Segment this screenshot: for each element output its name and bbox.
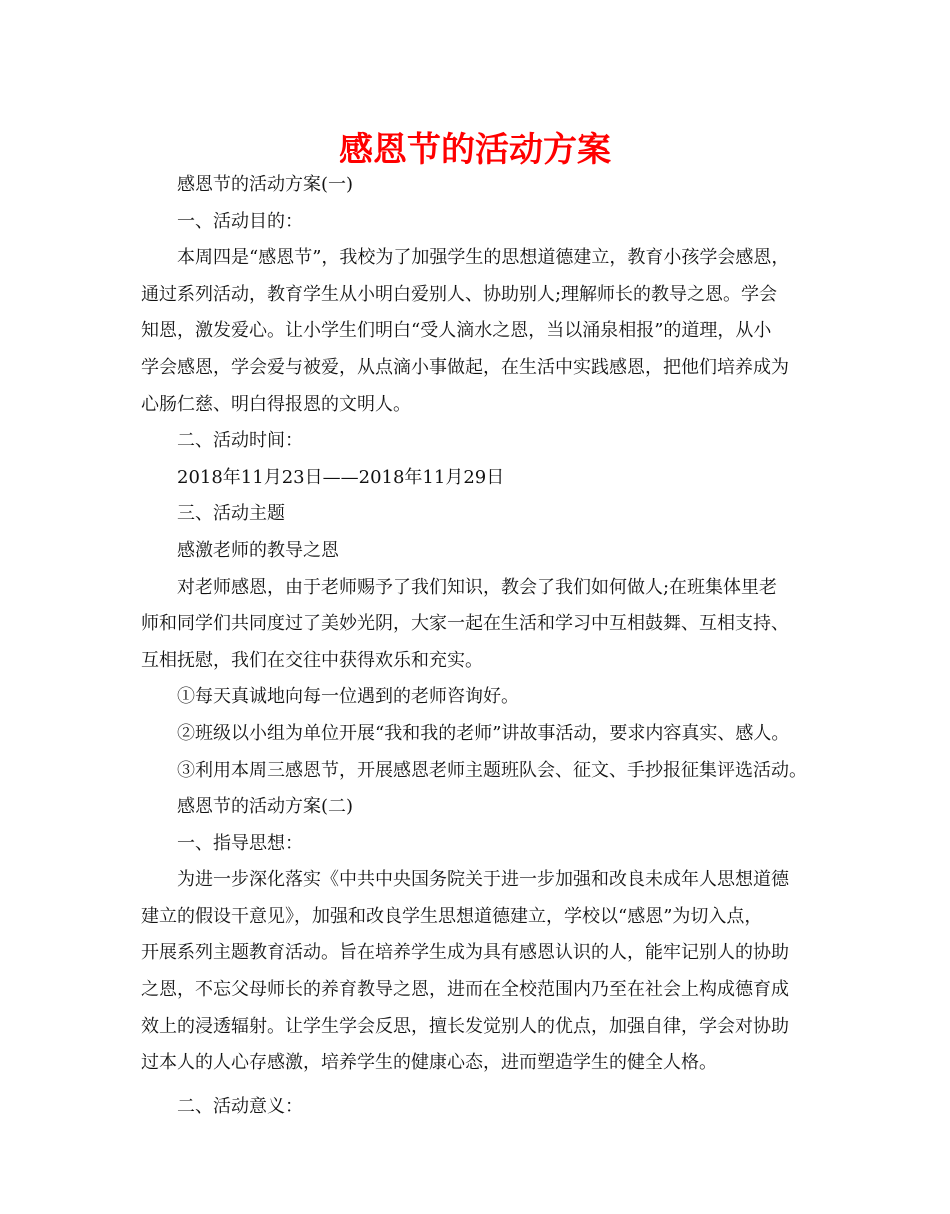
paragraph-line: 本周四是“感恩节”，我校为了加强学生的思想道德建立，教育小孩学会感恩， <box>177 247 790 269</box>
paragraph-line: 建立的假设干意见》，加强和改良学生思想道德建立，学校以“感恩”为切入点， <box>141 905 763 927</box>
paragraph-line: 学会感恩，学会爱与被爱，从点滴小事做起，在生活中实践感恩，把他们培养成为 <box>141 356 789 378</box>
document-title: 感恩节的活动方案 <box>339 130 611 170</box>
paragraph-line: 过本人的人心存感激，培养学生的健康心态，进而塑造学生的健全人格。 <box>141 1052 717 1074</box>
document-body <box>141 167 821 1125</box>
paragraph-line: 一、指导思想： <box>177 832 303 854</box>
paragraph-line: 2018年11月23日——2018年11月29日 <box>177 466 505 488</box>
paragraph-line: 三、活动主题 <box>177 503 285 525</box>
paragraph-line: 知恩，激发爱心。让小学生们明白“受人滴水之恩，当以涌泉相报”的道理，从小 <box>141 320 772 342</box>
paragraph-line: 一、活动目的： <box>177 210 303 232</box>
paragraph-line: 感恩节的活动方案(二) <box>177 796 354 818</box>
paragraph-line: 为进一步深化落实《中共中央国务院关于进一步加强和改良未成年人思想道德 <box>177 869 789 891</box>
paragraph-line: ③利用本周三感恩节，开展感恩老师主题班队会、征文、手抄报征集评选活动。 <box>177 759 807 781</box>
paragraph-line: 对老师感恩，由于老师赐予了我们知识，教会了我们如何做人;在班集体里老 <box>177 576 778 598</box>
paragraph-line: 开展系列主题教育活动。旨在培养学生成为具有感恩认识的人，能牢记别人的协助 <box>141 942 789 964</box>
paragraph-line: 二、活动时间： <box>177 430 303 452</box>
paragraph-line: 感恩节的活动方案(一) <box>177 174 354 195</box>
paragraph-line: 效上的浸透辐射。让学生学会反思，擅长发觉别人的优点，加强自律，学会对协助 <box>141 1015 789 1037</box>
paragraph-line: 通过系列活动，教育学生从小明白爱别人、协助别人;理解师长的教导之恩。学会 <box>141 283 778 305</box>
paragraph-line: 互相抚慰，我们在交往中获得欢乐和充实。 <box>141 649 483 671</box>
paragraph-line: 二、活动意义： <box>177 1095 303 1117</box>
paragraph-line: 师和同学们共同度过了美妙光阴，大家一起在生活和学习中互相鼓舞、互相支持、 <box>141 613 789 635</box>
paragraph-line: 心肠仁慈、明白得报恩的文明人。 <box>141 393 411 415</box>
paragraph-line: 感激老师的教导之恩 <box>177 539 339 561</box>
paragraph-line: ①每天真诚地向每一位遇到的老师咨询好。 <box>177 686 519 708</box>
paragraph-gap <box>141 1082 821 1089</box>
paragraph-line: ②班级以小组为单位开展“我和我的老师”讲故事活动，要求内容真实、感人。 <box>177 722 790 744</box>
paragraph-line: 之恩，不忘父母师长的养育教导之恩，进而在全校范围内乃至在社会上构成德育成 <box>141 979 789 1001</box>
